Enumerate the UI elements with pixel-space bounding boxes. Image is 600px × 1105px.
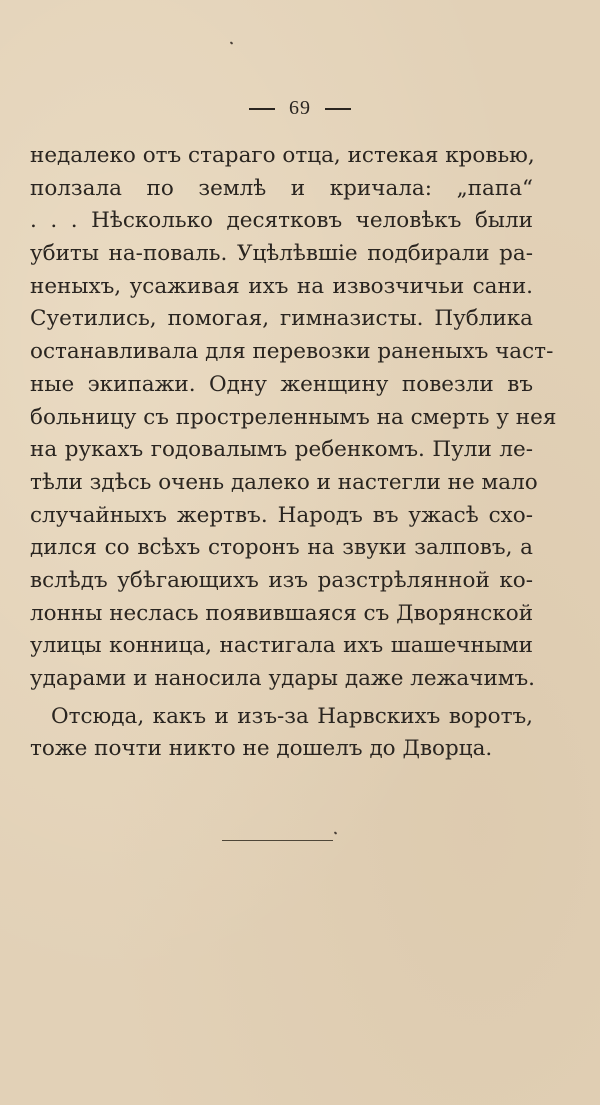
text-line: улицы конница, настигала ихъ шашечными [30, 633, 533, 659]
text-line: Суетились, помогая, гимназисты. Публика [30, 306, 533, 332]
section-end-rule [222, 840, 333, 841]
text-line: останавливала для перевозки раненыхъ част- [30, 339, 554, 365]
text-line: ные экипажи. Одну женщину повезли въ [30, 371, 533, 397]
text-line: тѣли здѣсь очень далеко и настегли не мало [30, 469, 538, 495]
text-line: недалеко отъ стараго отца, истекая кровью, [30, 143, 535, 168]
paper-speck [334, 831, 338, 834]
text-line: . . . Нѣсколько десятковъ человѣкъ были [30, 208, 533, 234]
paragraph-1 [30, 140, 557, 696]
page-number: 69 [289, 97, 311, 119]
text-line: тоже почти никто не дошелъ до Дворца. [30, 736, 493, 762]
text-line: больницу съ простреленнымъ на смерть у нея [30, 404, 557, 430]
page-number-header [0, 97, 600, 120]
paragraph-2 [30, 701, 533, 766]
text-line: ползала по землѣ и кричала: „папа“ [30, 175, 533, 201]
text-line: Отсюда, какъ и изъ-за Нарвскихъ воротъ, [51, 703, 533, 729]
text-line: вслѣдъ убѣгающихъ изъ разстрѣлянной ко- [30, 567, 533, 593]
text-line: ударами и наносила удары даже лежачимъ. [30, 666, 536, 691]
dash-left [249, 108, 275, 110]
text-line: случайныхъ жертвъ. Народъ въ ужасѣ схо- [30, 502, 533, 528]
dash-right [325, 108, 351, 110]
paper-speck [230, 41, 234, 44]
text-line: дился со всѣхъ сторонъ на звуки залповъ, а [30, 535, 533, 561]
text-line: убиты на-поваль. Уцѣлѣвшіе подбирали ра- [30, 241, 533, 267]
text-line: неныхъ, усаживая ихъ на извозчичьи сани. [30, 273, 533, 299]
text-line: на рукахъ годовалымъ ребенкомъ. Пули ле- [30, 437, 533, 463]
text-line: лонны неслась появившаяся съ Дворянской [30, 600, 534, 626]
body-text [30, 140, 557, 766]
